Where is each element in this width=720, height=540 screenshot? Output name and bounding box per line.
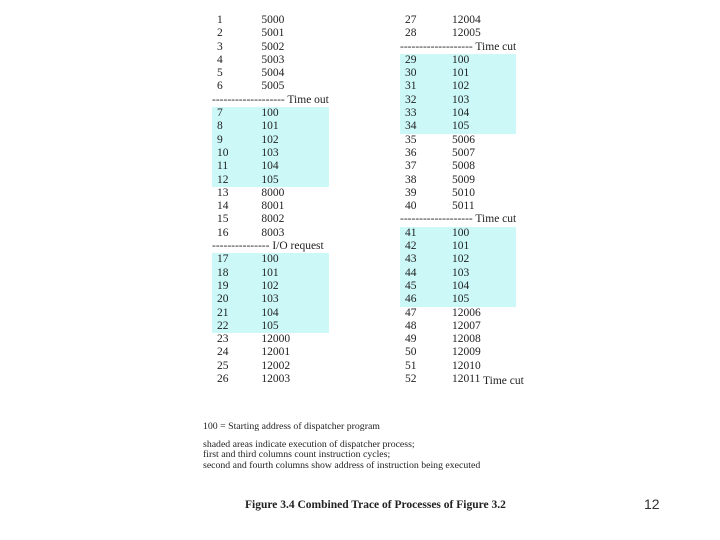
instruction-cycle: 50 xyxy=(405,346,417,359)
instruction-address: 8001 xyxy=(261,200,285,213)
dispatcher-trace-row xyxy=(212,120,329,133)
dispatcher-trace-row xyxy=(400,227,516,240)
process-trace-row xyxy=(212,67,329,80)
instruction-cycle: 2 xyxy=(217,27,223,40)
instruction-cycle: 5 xyxy=(217,67,223,80)
dispatcher-trace-row xyxy=(212,280,329,293)
process-trace-row xyxy=(212,41,329,54)
instruction-cycle: 7 xyxy=(212,107,257,120)
instruction-address: 8002 xyxy=(261,213,285,226)
process-trace-row xyxy=(400,174,516,187)
trace-column-right xyxy=(400,14,516,386)
process-trace-row xyxy=(212,27,329,40)
instruction-address: 100 xyxy=(448,227,516,240)
instruction-address: 5011 xyxy=(452,200,475,213)
instruction-address: 12000 xyxy=(261,333,291,346)
process-trace-row xyxy=(400,307,516,320)
separator-label: ------------------- Time cut xyxy=(400,40,517,53)
dispatcher-trace-row xyxy=(400,240,516,253)
instruction-address: 12003 xyxy=(261,373,291,386)
instruction-address: 5009 xyxy=(452,173,476,186)
instruction-address: 5010 xyxy=(452,186,476,199)
instruction-cycle: 8 xyxy=(212,120,257,133)
instruction-cycle: 6 xyxy=(217,80,223,93)
instruction-cycle: 33 xyxy=(400,107,448,120)
final-time-cut-label: Time cut xyxy=(483,375,524,387)
process-trace-row xyxy=(212,360,329,373)
instruction-cycle: 21 xyxy=(212,307,257,320)
instruction-address: 5000 xyxy=(261,14,285,26)
instruction-cycle: 14 xyxy=(217,200,229,213)
figure-notes xyxy=(203,422,480,471)
process-trace-row xyxy=(400,360,516,373)
instruction-cycle: 15 xyxy=(217,213,229,226)
instruction-address: 5005 xyxy=(261,80,285,93)
process-trace-row xyxy=(400,346,516,359)
instruction-address: 104 xyxy=(448,107,516,120)
instruction-cycle: 37 xyxy=(405,160,417,173)
process-trace-row xyxy=(212,80,329,93)
instruction-address: 103 xyxy=(448,267,516,280)
instruction-cycle: 49 xyxy=(405,333,417,346)
instruction-address: 104 xyxy=(448,280,516,293)
instruction-address: 101 xyxy=(448,240,516,253)
instruction-cycle: 22 xyxy=(212,320,257,333)
note-line: first and third columns count instruction cycles; xyxy=(203,449,391,461)
instruction-address: 12010 xyxy=(452,359,481,372)
instruction-cycle: 42 xyxy=(400,240,448,253)
note-line: second and fourth columns show address of instruction being executed xyxy=(203,459,481,471)
instruction-cycle: 47 xyxy=(405,306,417,319)
process-trace-row xyxy=(212,213,329,226)
figure-caption: Figure 3.4 Combined Trace of Processes of Figure 3.2 xyxy=(245,499,506,511)
dispatcher-trace-row xyxy=(212,134,329,147)
process-trace-row xyxy=(212,346,329,359)
separator-label: --------------- I/O request xyxy=(212,240,324,253)
dispatcher-trace-row xyxy=(212,293,329,306)
instruction-cycle: 35 xyxy=(405,133,417,146)
instruction-cycle: 51 xyxy=(405,359,417,372)
trace-column-left xyxy=(212,14,329,386)
instruction-cycle: 27 xyxy=(405,14,417,26)
process-trace-row xyxy=(400,14,516,27)
process-trace-row xyxy=(400,160,516,173)
instruction-cycle: 12 xyxy=(212,174,257,187)
instruction-cycle: 44 xyxy=(400,267,448,280)
instruction-cycle: 19 xyxy=(212,280,257,293)
dispatcher-trace-row xyxy=(212,147,329,160)
instruction-cycle: 46 xyxy=(400,293,448,306)
dispatcher-trace-row xyxy=(212,107,329,120)
dispatcher-trace-row xyxy=(400,280,516,293)
dispatcher-trace-row xyxy=(400,293,516,306)
dispatcher-trace-row xyxy=(212,160,329,173)
process-trace-row xyxy=(212,200,329,213)
trace-separator xyxy=(400,213,516,226)
instruction-cycle: 39 xyxy=(405,186,417,199)
instruction-cycle: 45 xyxy=(400,280,448,293)
separator-label: ------------------- Time cut xyxy=(400,213,517,226)
separator-label: ------------------- Time out xyxy=(212,93,329,106)
process-trace-row xyxy=(212,187,329,200)
instruction-cycle: 10 xyxy=(212,147,257,160)
instruction-cycle: 17 xyxy=(212,253,257,266)
dispatcher-trace-row xyxy=(400,54,516,67)
instruction-address: 103 xyxy=(448,94,516,107)
instruction-address: 102 xyxy=(257,280,329,293)
instruction-cycle: 28 xyxy=(405,27,417,40)
instruction-address: 5008 xyxy=(452,160,476,173)
trace-separator xyxy=(212,94,329,107)
instruction-cycle: 1 xyxy=(217,14,223,26)
dispatcher-trace-row xyxy=(212,253,329,266)
process-trace-row xyxy=(400,320,516,333)
instruction-address: 100 xyxy=(448,54,516,67)
instruction-address: 12009 xyxy=(452,346,481,359)
instruction-address: 101 xyxy=(257,120,329,133)
dispatcher-trace-row xyxy=(400,253,516,266)
instruction-cycle: 38 xyxy=(405,173,417,186)
instruction-address: 101 xyxy=(257,267,329,280)
instruction-address: 12005 xyxy=(452,27,481,40)
instruction-address: 8000 xyxy=(261,186,285,199)
trace-separator xyxy=(400,41,516,54)
instruction-address: 5007 xyxy=(452,146,476,159)
instruction-cycle: 52 xyxy=(405,373,417,386)
instruction-cycle: 18 xyxy=(212,267,257,280)
instruction-address: 105 xyxy=(257,320,329,333)
trace-table-right xyxy=(400,14,516,386)
instruction-address: 100 xyxy=(257,107,329,120)
instruction-cycle: 36 xyxy=(405,146,417,159)
instruction-address: 12011 xyxy=(452,373,481,386)
instruction-cycle: 3 xyxy=(217,40,223,53)
instruction-address: 12006 xyxy=(452,306,481,319)
instruction-cycle: 16 xyxy=(217,226,229,239)
trace-separator xyxy=(212,240,329,253)
instruction-address: 100 xyxy=(257,253,329,266)
instruction-cycle: 30 xyxy=(400,67,448,80)
instruction-address: 102 xyxy=(257,134,329,147)
process-trace-row xyxy=(212,373,329,386)
process-trace-row xyxy=(212,227,329,240)
instruction-address: 12001 xyxy=(261,346,291,359)
instruction-cycle: 23 xyxy=(217,333,229,346)
dispatcher-trace-row xyxy=(400,107,516,120)
instruction-cycle: 29 xyxy=(400,54,448,67)
trace-table-left xyxy=(212,14,329,386)
instruction-address: 12007 xyxy=(452,319,481,332)
instruction-address: 103 xyxy=(257,293,329,306)
instruction-address: 5001 xyxy=(261,27,285,40)
instruction-cycle: 13 xyxy=(217,186,229,199)
instruction-cycle: 26 xyxy=(217,373,229,386)
process-trace-row xyxy=(400,187,516,200)
instruction-address: 103 xyxy=(257,147,329,160)
instruction-address: 5002 xyxy=(261,40,285,53)
instruction-cycle: 48 xyxy=(405,319,417,332)
instruction-address: 102 xyxy=(448,253,516,266)
process-trace-row xyxy=(212,333,329,346)
instruction-cycle: 25 xyxy=(217,359,229,372)
process-trace-row xyxy=(212,54,329,67)
dispatcher-trace-row xyxy=(400,94,516,107)
dispatcher-trace-row xyxy=(212,320,329,333)
process-trace-row xyxy=(212,14,329,27)
instruction-address: 5004 xyxy=(261,67,285,80)
instruction-address: 105 xyxy=(448,293,516,306)
dispatcher-trace-row xyxy=(212,174,329,187)
instruction-cycle: 41 xyxy=(400,227,448,240)
process-trace-row xyxy=(400,333,516,346)
instruction-address: 105 xyxy=(257,174,329,187)
instruction-address: 5003 xyxy=(261,53,285,66)
instruction-cycle: 32 xyxy=(400,94,448,107)
instruction-cycle: 4 xyxy=(217,53,223,66)
instruction-cycle: 40 xyxy=(405,200,417,213)
instruction-address: 104 xyxy=(257,160,329,173)
dispatcher-trace-row xyxy=(400,120,516,133)
dispatcher-trace-row xyxy=(400,80,516,93)
instruction-cycle: 43 xyxy=(400,253,448,266)
instruction-cycle: 20 xyxy=(212,293,257,306)
dispatcher-address-note: 100 = Starting address of dispatcher program xyxy=(203,421,380,432)
instruction-cycle: 11 xyxy=(212,160,257,173)
dispatcher-trace-row xyxy=(212,307,329,320)
instruction-address: 104 xyxy=(257,307,329,320)
process-trace-row xyxy=(400,147,516,160)
instruction-cycle: 31 xyxy=(400,80,448,93)
process-trace-row xyxy=(400,134,516,147)
instruction-address: 105 xyxy=(448,120,516,133)
instruction-address: 102 xyxy=(448,80,516,93)
instruction-cycle: 9 xyxy=(212,134,257,147)
instruction-cycle: 34 xyxy=(400,120,448,133)
process-trace-row xyxy=(400,27,516,40)
note-line: shaded areas indicate execution of dispatcher process; xyxy=(203,438,415,450)
instruction-address: 5006 xyxy=(452,133,476,146)
instruction-address: 12002 xyxy=(261,359,291,372)
instruction-address: 101 xyxy=(448,67,516,80)
dispatcher-trace-row xyxy=(212,267,329,280)
instruction-cycle: 24 xyxy=(217,346,229,359)
instruction-address: 12004 xyxy=(452,14,481,26)
dispatcher-trace-row xyxy=(400,67,516,80)
instruction-address: 8003 xyxy=(261,226,285,239)
dispatcher-trace-row xyxy=(400,267,516,280)
instruction-address: 12008 xyxy=(452,333,481,346)
process-trace-row xyxy=(400,200,516,213)
page-number: 12 xyxy=(644,496,660,512)
